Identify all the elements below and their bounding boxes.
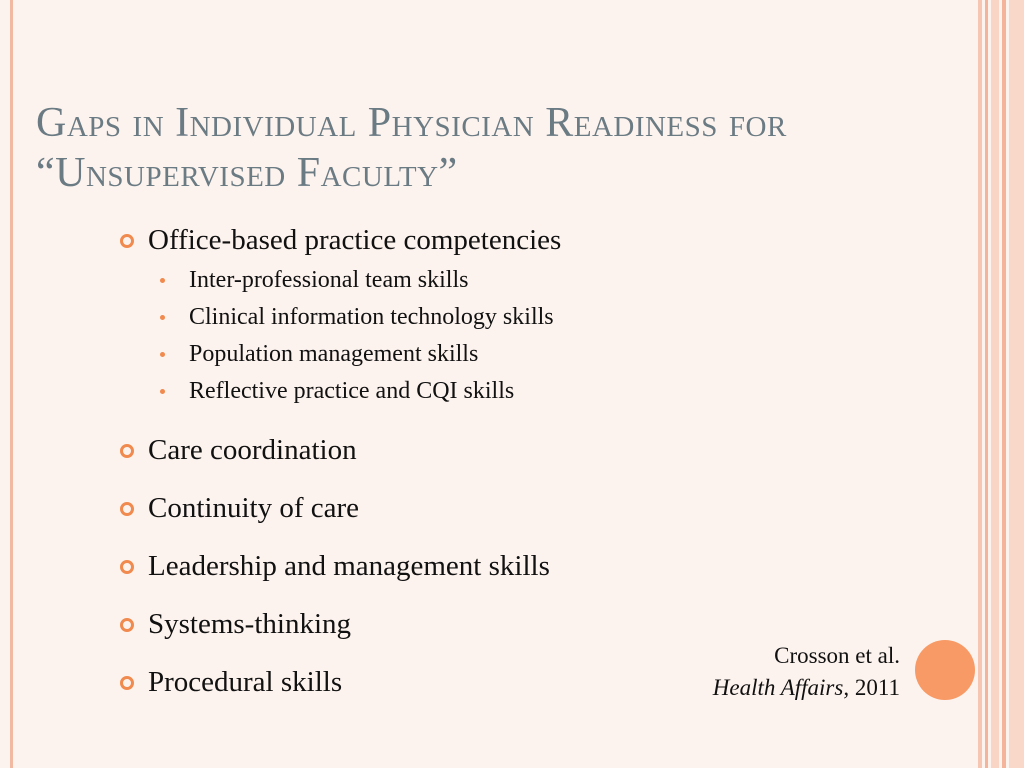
bullet-item-care-coordination: [120, 432, 820, 468]
dot-bullet-icon: [160, 389, 165, 394]
decorative-stripe: [978, 0, 982, 768]
ring-bullet-icon: [120, 676, 134, 690]
ring-bullet-icon: [120, 560, 134, 574]
bullet-item-leadership: [120, 548, 820, 584]
bullet-text: Procedural skills: [148, 666, 343, 698]
sub-bullet-text: Clinical information technology skills: [189, 304, 554, 330]
decorative-stripe: [985, 0, 988, 768]
slide-title-line-1: Gaps in Individual Physician Readiness for: [36, 100, 787, 146]
bullet-text: Leadership and management skills: [148, 550, 550, 582]
decorative-stripe: [1002, 0, 1006, 768]
bullet-text: Office-based practice competencies: [148, 224, 562, 256]
sub-bullet-text: Population management skills: [189, 341, 479, 367]
ring-bullet-icon: [120, 618, 134, 632]
ring-bullet-icon: [120, 444, 134, 458]
bullet-text: Continuity of care: [148, 492, 360, 524]
bullet-item-continuity: [120, 490, 820, 526]
bullet-text: Systems-thinking: [148, 608, 352, 640]
sub-bullet-text: Inter-professional team skills: [189, 267, 469, 293]
citation-journal: Health Affairs,: [712, 675, 850, 700]
citation-authors: Crosson et al.: [774, 643, 900, 668]
sub-bullet-text: Reflective practice and CQI skills: [189, 378, 515, 404]
dot-bullet-icon: [160, 352, 165, 357]
citation-year: 2011: [854, 675, 900, 700]
decorative-stripe: [1009, 0, 1024, 768]
dot-bullet-icon: [160, 278, 165, 283]
sub-bullet-item: [120, 336, 820, 373]
bullet-item-systems-thinking: [120, 606, 820, 642]
dot-bullet-icon: [160, 315, 165, 320]
sub-bullet-item: [120, 373, 820, 410]
slide-title: [36, 98, 966, 198]
citation: [713, 640, 900, 704]
accent-circle: [915, 640, 975, 700]
bullet-item-office-based: [120, 222, 820, 258]
sub-bullet-item: [120, 262, 820, 299]
bullet-text: Care coordination: [148, 434, 357, 466]
decorative-stripe: [991, 0, 999, 768]
slide-title-line-2: “Unsupervised Faculty”: [36, 150, 458, 196]
bullet-list: [120, 222, 820, 700]
ring-bullet-icon: [120, 234, 134, 248]
ring-bullet-icon: [120, 502, 134, 516]
sub-bullet-item: [120, 299, 820, 336]
citation-source: [713, 672, 900, 704]
sub-bullet-list: [120, 262, 820, 410]
left-frame-line: [10, 0, 13, 768]
